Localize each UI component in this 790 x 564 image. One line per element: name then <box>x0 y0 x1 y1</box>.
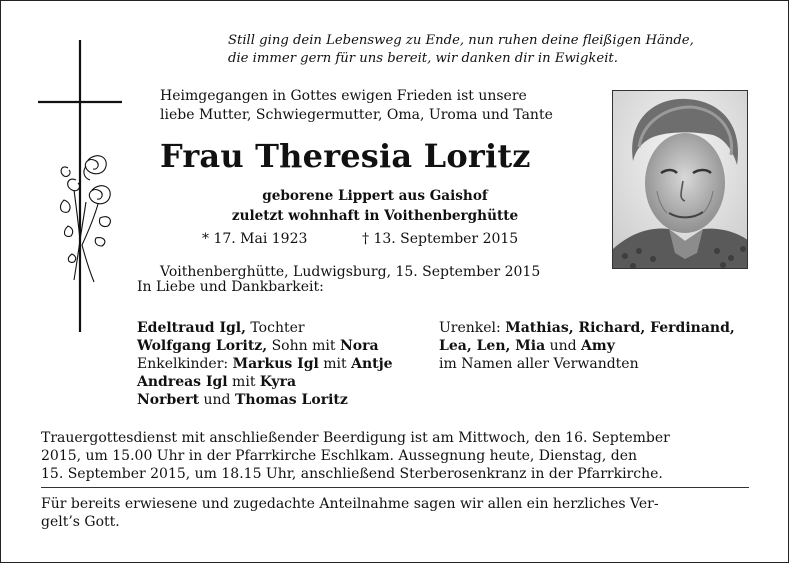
family-text: mit <box>227 374 260 390</box>
closing-line-1: Für bereits erwiesene und zugedachte Anteilnahme sagen wir allen ein herzliches Ver- <box>41 496 659 512</box>
intro-text <box>160 87 580 125</box>
portrait-photo <box>612 90 748 269</box>
family-row <box>137 355 437 373</box>
family-name: Lea, Len, Mia <box>439 338 546 354</box>
motto-line-2: die immer gern für uns bereit, wir danken dir in Ewigkeit. <box>228 51 618 66</box>
family-row <box>439 337 759 355</box>
thanks-heading: In Liebe und Dankbarkeit: <box>137 279 324 295</box>
family-text: und <box>199 392 235 408</box>
family-row <box>137 391 437 409</box>
motto-line-1: Still ging dein Lebensweg zu Ende, nun ruhen deine fleißigen Hände, <box>228 33 694 48</box>
family-name: Andreas Igl <box>137 374 228 390</box>
family-right-column <box>439 319 759 373</box>
maiden-name: geborene Lippert aus Gaishof <box>262 188 488 204</box>
service-line-1: Trauergottesdienst mit anschließender Beerdigung ist am Mittwoch, den 16. September <box>41 430 670 446</box>
intro-line-1: Heimgegangen in Gottes ewigen Frieden ist unsere <box>160 88 527 104</box>
place-and-date: Voithenberghütte, Ludwigsburg, 15. September 2015 <box>160 264 541 280</box>
motto-verse <box>228 32 748 68</box>
death-date: † 13. September 2015 <box>362 231 519 247</box>
deceased-details <box>160 186 590 226</box>
family-row <box>137 337 437 355</box>
family-name: Edeltraud Igl, <box>137 320 246 336</box>
last-residence: zuletzt wohnhaft in Voithenberghütte <box>231 208 519 224</box>
family-text: im Namen aller Verwandten <box>439 356 639 372</box>
family-name: Amy <box>581 338 615 354</box>
divider <box>41 487 749 488</box>
service-line-2: 2015, um 15.00 Uhr in der Pfarrkirche Eschlkam. Aussegnung heute, Dienstag, den <box>41 448 638 464</box>
family-name: Nora <box>339 338 379 354</box>
family-text: und <box>545 338 582 354</box>
family-text: Enkelkinder: <box>137 356 233 372</box>
family-name: Thomas Loritz <box>234 392 348 408</box>
closing-line-2: gelt’s Gott. <box>41 514 120 530</box>
family-name: Mathias, Richard, Ferdinand, <box>505 320 735 336</box>
funeral-service-info <box>41 429 749 483</box>
family-row <box>439 355 759 373</box>
family-text: Tochter <box>245 320 305 336</box>
family-text: Urenkel: <box>439 320 506 336</box>
deceased-name: Frau Theresia Loritz <box>160 137 531 175</box>
birth-date: * 17. Mai 1923 <box>202 231 308 247</box>
family-name: Norbert <box>137 392 200 408</box>
service-line-3: 15. September 2015, um 18.15 Uhr, anschließend Sterberosenkranz in der Pfarrkirche. <box>41 466 663 482</box>
family-text: Sohn mit <box>267 338 340 354</box>
closing-thanks <box>41 495 749 531</box>
family-row <box>137 319 437 337</box>
family-name: Markus Igl <box>232 356 319 372</box>
family-row <box>439 319 759 337</box>
portrait-image <box>613 91 748 269</box>
family-name: Kyra <box>259 374 297 390</box>
cross-with-roses-icon <box>38 40 122 332</box>
family-row <box>137 373 437 391</box>
family-name: Wolfgang Loritz, <box>137 338 268 354</box>
intro-line-2: liebe Mutter, Schwiegermutter, Oma, Uroma und Tante <box>160 107 553 123</box>
family-text: mit <box>318 356 352 372</box>
family-left-column <box>137 319 437 409</box>
family-name: Antje <box>351 356 393 372</box>
